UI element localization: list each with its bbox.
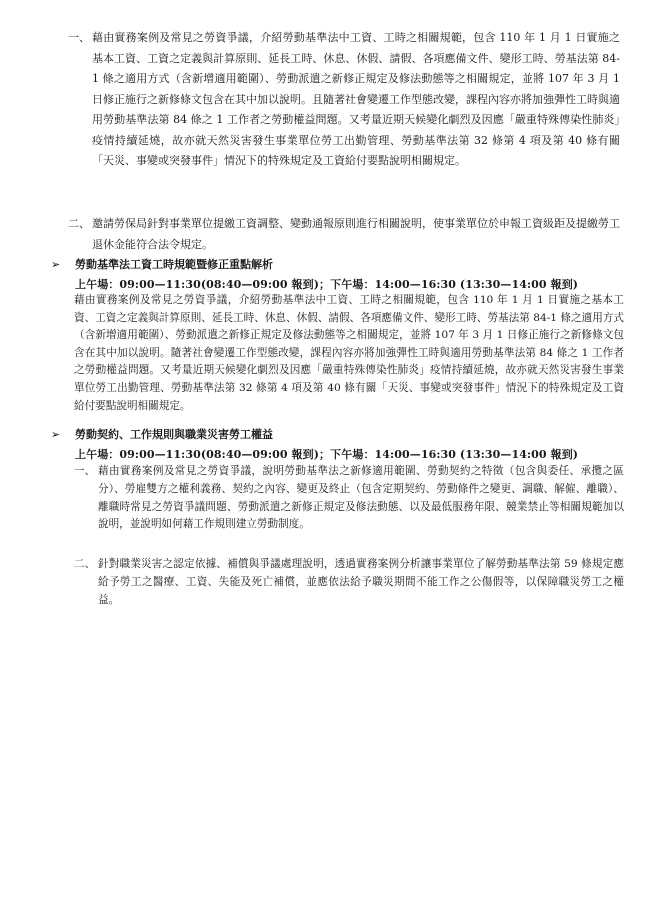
item-text: 藉由實務案例及常見之勞資爭議，說明勞動基準法之新修適用範圍、勞動契約之特徵（包含與委任、承攬之區分）、勞雇雙方之權利義務、契約之內容、變更及終止（包含定期契約、勞動條件之變更、調職、解僱、離職）、離職時常見之勞資爭議問題、勞動派遣之新修正規定及修法動態、以及最低服務年限、競業禁止等相關規範加以說明，並說明如何藉工作規則建立勞動制度。 bbox=[98, 465, 624, 531]
arrow-bullet-icon: ➢ bbox=[51, 258, 61, 271]
contract-item-1 bbox=[74, 463, 624, 534]
item-number: 一、 bbox=[68, 31, 90, 44]
intro-item-2 bbox=[68, 214, 620, 255]
contract-item-2 bbox=[74, 556, 624, 609]
intro-item-1 bbox=[68, 28, 620, 172]
section-title: 勞動基準法工資工時規範暨修正重點解析 bbox=[75, 258, 273, 271]
arrow-bullet-icon: ➢ bbox=[51, 428, 61, 441]
item-number: 二、 bbox=[68, 217, 90, 230]
session-time: 上午場：09:00—11:30(08:40—09:00 報到)；下午場：14:00—16:30 (13:30—14:00 報到) bbox=[75, 278, 579, 291]
session-time: 上午場：09:00—11:30(08:40—09:00 報到)；下午場：14:00—16:30 (13:30—14:00 報到) bbox=[75, 448, 579, 461]
item-text: 藉由實務案例及常見之勞資爭議，介紹勞動基準法中工資、工時之相關規範，包含 110 年 1 月 1 日實施之基本工資、工資之定義與計算原則、延長工時、休息、休假、請假、各項應備文件、變形工時、勞基法第 84-1 條之適用方式（含新增適用範圍）、勞動派遣之新修正規定及修法動態等之相關規定，並將 107 年 3 月 1 日修正施行之新修條文包含在其中加以說明。且隨著社會變遷工作型態改變，課程內容亦將加強彈性工時與適用勞動基準法第 84 條之 1 工作者之勞動權益問題。又考量近期天候變化劇烈及因應「嚴重特殊傳染性肺炎」疫情持續延燒，故亦就天然災害發生事業單位勞工出勤管理、勞動基準法第 32 條第 4 項及第 40 條有關「天災、事變或突發事件」情況下的特殊規定及工資給付要點說明相關規定。 bbox=[92, 31, 620, 167]
item-number: 二、 bbox=[74, 558, 96, 570]
section-paragraph: 藉由實務案例及常見之勞資爭議，介紹勞動基準法中工資、工時之相關規範，包含 110 年 1 月 1 日實施之基本工資、工資之定義與計算原則、延長工時、休息、休假、請假、各項應備文件、變形工時、勞基法第 84-1 條之適用方式（含新增適用範圍）、勞動派遣之新修正規定及修法動態等之相關規定，並將 107 年 3 月 1 日修正施行之新修條文包含在其中加以說明。隨著社會變遷工作型態改變，課程內容亦將加強彈性工時與適用勞動基準法第 84 條之 1 工作者之勞動權益問題。又考量近期天候變化劇烈及因應「嚴重特殊傳染性肺炎」疫情持續延燒，故亦就天然災害發生事業單位勞工出勤管理、勞動基準法第 32 條第 4 項及第 40 條有關「天災、事變或突發事件」情況下的特殊規定及工資給付要點說明相關規定。 bbox=[74, 294, 624, 412]
section-title: 勞動契約、工作規則與職業災害勞工權益 bbox=[75, 428, 273, 441]
item-number: 一、 bbox=[74, 465, 96, 477]
item-text: 針對職業災害之認定依據、補償與爭議處理說明，透過實務案例分析讓事業單位了解勞動基準法第 59 條規定應給予勞工之醫療、工資、失能及死亡補償，並應依法給予職災期間不能工作之公傷假等，以保障職災勞工之權益。 bbox=[98, 558, 624, 606]
item-text: 邀請勞保局針對事業單位提繳工資調整、變動通報原則進行相關說明，使事業單位於申報工資級距及提繳勞工退休金能符合法令規定。 bbox=[92, 217, 620, 251]
